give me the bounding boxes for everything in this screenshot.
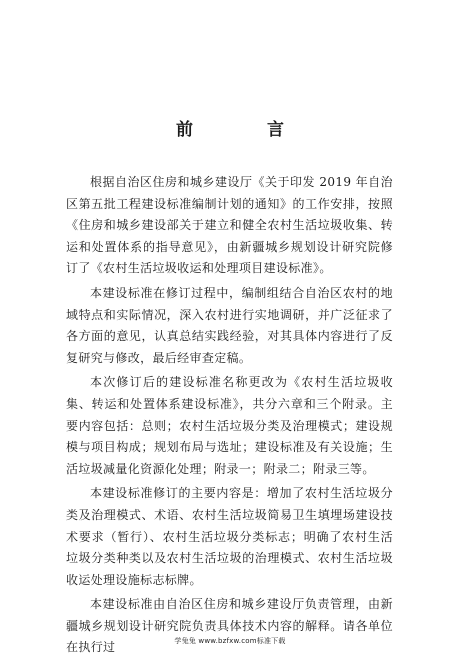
footer-watermark: 学兔兔 www.bzfxw.com标准下载 [174, 637, 286, 645]
paragraph-3: 本次修订后的建设标准名称更改为《农村生活垃圾收集、转运和处置体系建设标准》，共分六章和三个附录。主要内容包括：总则；农村生活垃圾分类及治理模式；建设规模与项目构成；规划布局与选址；建设标准及有关设施；生活垃圾减量化资源化处理；附录一；附录二；附录三等。 [66, 375, 393, 476]
document-body [66, 172, 393, 662]
paragraph-5: 本建设标准由自治区住房和城乡建设厅负责管理，由新疆城乡规划设计研究院负责具体技术内容的解释。请各单位在执行过 [66, 597, 393, 655]
page-title: 前 言 [176, 120, 318, 140]
paragraph-4: 本建设标准修订的主要内容是：增加了农村生活垃圾分类及治理模式、术语、农村生活垃圾简易卫生填埋场建设技术要求（暂行）、农村生活垃圾分类标志；明确了农村生活垃圾分类种类以及农村生活垃圾的治理模式、农村生活垃圾收运处理设施标志标牌。 [66, 486, 393, 587]
paragraph-1: 根据自治区住房和城乡建设厅《关于印发 2019 年自治区第五批工程建设标准编制计划的通知》的工作安排，按照《住房和城乡建设部关于建立和健全农村生活垃圾收集、转运和处置体系的指导意见》，由新疆城乡规划设计研究院修订了《农村生活垃圾收运和处理项目建设标准》。 [66, 175, 393, 276]
paragraph-2: 本建设标准在修订过程中，编制组结合自治区农村的地域特点和实际情况，深入农村进行实地调研，并广泛征求了各方面的意见，认真总结实践经验，对其具体内容进行了反复研究与修改，最后经审查定稿。 [66, 285, 393, 365]
